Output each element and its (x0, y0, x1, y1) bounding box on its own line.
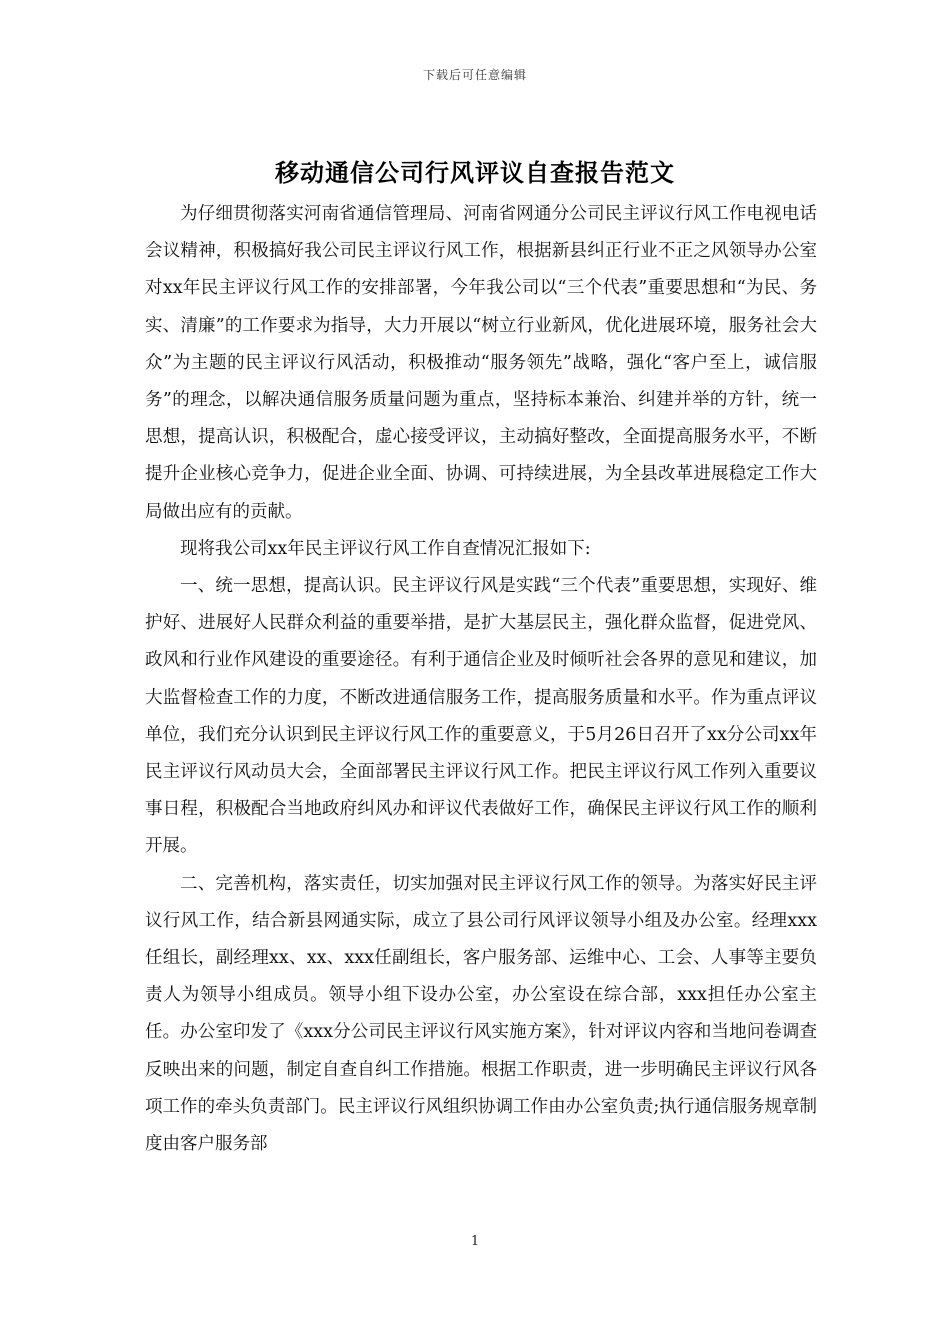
paragraph-section-two: 二、完善机构，落实责任，切实加强对民主评议行风工作的领导。为落实好民主评议行风工作，结合新县网通实际，成立了县公司行风评议领导小组及办公室。经理xxx任组长，副经理xx、xx、xxx任副组长，客户服务部、运维中心、工会、人事等主要负责人为领导小组成员。领导小组下设办公室，办公室设在综合部，xxx担任办公室主任。办公室印发了《xxx分公司民主评议行风实施方案》，针对评议内容和当地问卷调查反映出来的问题，制定自查自纠工作措施。根据工作职责，进一步明确民主评议行风各项工作的牵头负责部门。民主评议行风组织协调工作由办公室负责;执行通信服务规章制度由客户服务部 (145, 873, 817, 1155)
page-number: 1 (470, 1234, 480, 1249)
document-body (145, 196, 817, 1163)
page-header-note: 下载后可任意编辑 (422, 68, 527, 82)
paragraph-section-one: 一、统一思想，提高认识。民主评议行风是实践“三个代表”重要思想，实现好、维护好、进展好人民群众利益的重要举措，是扩大基层民主，强化群众监督，促进党风、政风和行业作风建设的重要途径。有利于通信企业及时倾听社会各界的意见和建议，加大监督检查工作的力度，不断改进通信服务工作，提高服务质量和水平。作为重点评议单位，我们充分认识到民主评议行风工作的重要意义，于5月26日召开了xx分公司xx年民主评议行风动员大会，全面部署民主评议行风工作。把民主评议行风工作列入重要议事日程，积极配合当地政府纠风办和评议代表做好工作，确保民主评议行风工作的顺利开展。 (145, 576, 817, 857)
paragraph-report-lead: 现将我公司xx年民主评议行风工作自查情况汇报如下: (180, 538, 591, 559)
document-title: 移动通信公司行风评议自查报告范文 (275, 158, 675, 187)
paragraph-intro: 为仔细贯彻落实河南省通信管理局、河南省网通分公司民主评议行风工作电视电话会议精神，积极搞好我公司民主评议行风工作，根据新县纠正行业不正之风领导办公室对xx年民主评议行风工作的安排部署，今年我公司以“三个代表”重要思想和“为民、务实、清廉”的工作要求为指导，大力开展以“树立行业新风，优化进展环境，服务社会大众”为主题的民主评议行风活动，积极推动“服务领先”战略，强化“客户至上，诚信服务”的理念，以解决通信服务质量问题为重点，坚持标本兼治、纠建并举的方针，统一思想，提高认识，积极配合，虚心接受评议，主动搞好整改，全面提高服务水平，不断提升企业核心竞争力，促进企业全面、协调、可持续进展，为全县改革进展稳定工作大局做出应有的贡献。 (145, 204, 817, 522)
